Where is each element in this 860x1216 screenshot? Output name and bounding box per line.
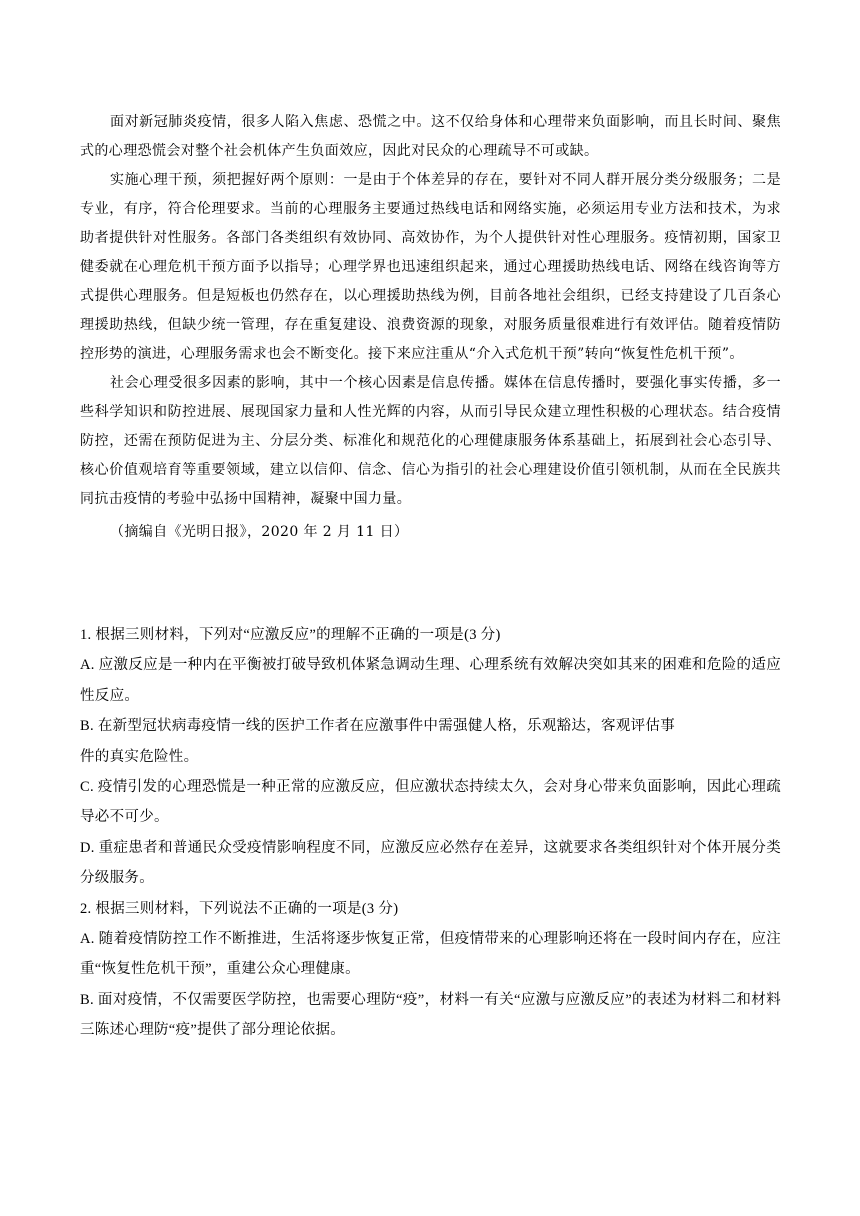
passage-source-citation: （摘编自《光明日报》，2020 年 2 月 11 日） — [110, 524, 409, 540]
question-2-stem: 2. 根据三则材料，下列说法不正确的一项是(3 分) — [80, 900, 399, 917]
question-1-stem: 1. 根据三则材料，下列对“应激反应”的理解不正确的一项是(3 分) — [80, 627, 501, 643]
question-1-option-a: A. 应激反应是一种内在平衡被打破导致机体紧急调动生理、心理系统有效解决突如其来的困难和危险的适应性反应。 — [80, 657, 781, 704]
question-1-option-d: D. 重症患者和普通民众受疫情影响程度不同，应激反应必然存在差异，这就要求各类组织针对个体开展分类分级服务。 — [80, 839, 781, 887]
question-2-option-b: B. 面对疫情，不仅需要医学防控，也需要心理防“疫”，材料一有关“应激与应激反应”的表述为材料二和材料三陈述心理防“疫”提供了部分理论依据。 — [80, 991, 781, 1039]
question-2-option-a: A. 随着疫情防控工作不断推进，生活将逐步恢复正常，但疫情带来的心理影响还将在一段时间内存在，应注重“恢复性危机干预”，重建公众心理健康。 — [80, 931, 781, 978]
passage-paragraph-3: 社会心理受很多因素的影响，其中一个核心因素是信息传播。媒体在信息传播时，要强化事实传播，多一些科学知识和防控进展、展现国家力量和人性光辉的内容，从而引导民众建立理性积极的心理状态。结合疫情防控，还需在预防促进为主、分层分类、标准化和规范化的心理健康服务体系基础上，拓展到社会心态引导、核心价值观培育等重要领域，建立以信仰、信念、信心为指引的社会心理建设价值引领机制，从而在全民族共同抗击疫情的考验中弘扬中国精神，凝聚中国力量。 — [80, 375, 781, 507]
question-section — [80, 620, 781, 1046]
question-1-option-b-line-2: 件的真实危险性。 — [80, 748, 199, 765]
passage-paragraph-1: 面对新冠肺炎疫情，很多人陷入焦虑、恐慌之中。这不仅给身体和心理带来负面影响，而且长时间、聚焦式的心理恐慌会对整个社会机体产生负面效应，因此对民众的心理疏导不可或缺。 — [80, 114, 781, 159]
reading-passage — [80, 108, 781, 547]
question-1-option-b — [80, 711, 781, 772]
question-1-option-c: C. 疫情引发的心理恐慌是一种正常的应激反应，但应激状态持续太久，会对身心带来负面影响，因此心理疏导必不可少。 — [80, 779, 781, 826]
passage-paragraph-2: 实施心理干预，须把握好两个原则：一是由于个体差异的存在，要针对不同人群开展分类分级服务；二是专业，有序，符合伦理要求。当前的心理服务主要通过热线电话和网络实施，必须运用专业方法和技术，为求助者提供针对性服务。各部门各类组织有效协同、高效协作，为个人提供针对性心理服务。疫情初期，国家卫健委就在心理危机干预方面予以指导；心理学界也迅速组织起来，通过心理援助热线电话、网络在线咨询等方式提供心理服务。但是短板也仍然存在，以心理援助热线为例，目前各地社会组织，已经支持建设了几百条心理援助热线，但缺少统一管理，存在重复建设、浪费资源的现象，对服务质量很难进行有效评估。随着疫情防控形势的演进，心理服务需求也会不断变化。接下来应注重从“介入式危机干预”转向“恢复性危机干预”。 — [80, 172, 781, 362]
question-2 — [80, 894, 781, 1046]
question-1 — [80, 620, 781, 894]
question-1-option-b-line-1: B. 在新型冠状病毒疫情一线的医护工作者在应激事件中需强健人格，乐观豁达，客观评估事 — [80, 718, 676, 735]
